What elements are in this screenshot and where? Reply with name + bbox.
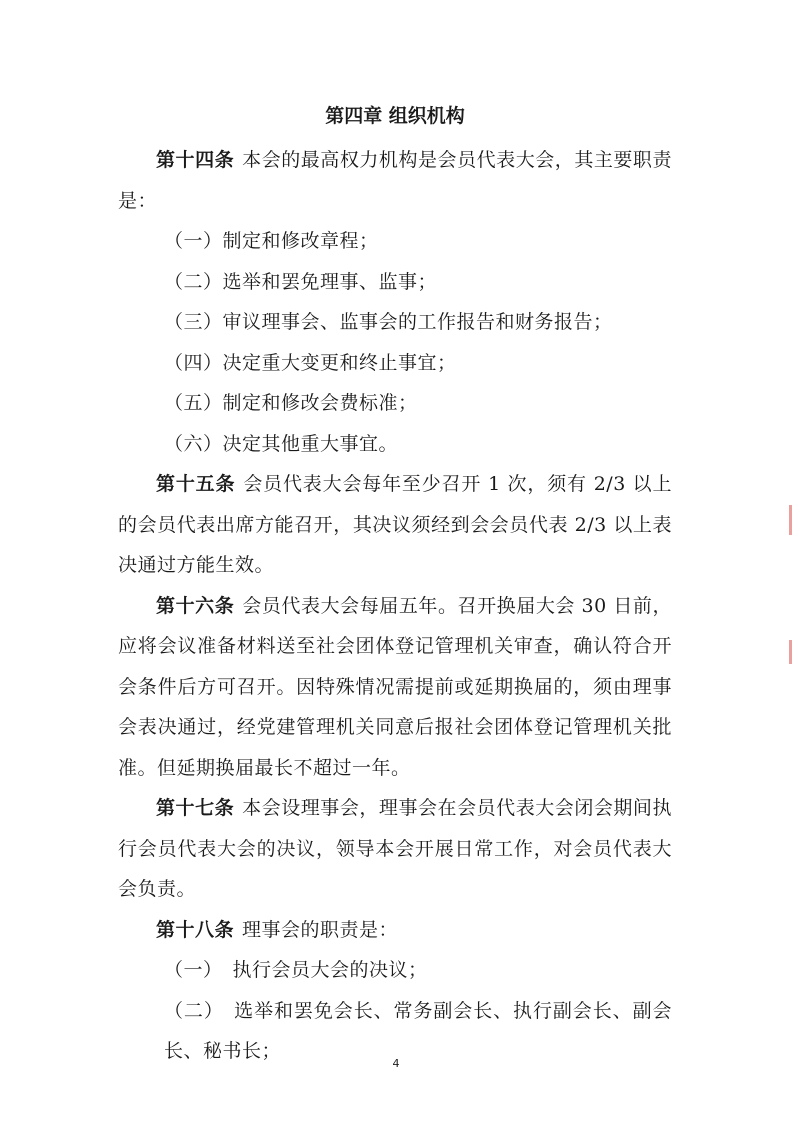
article-14 [118,140,672,221]
article-16 [118,586,672,789]
article-14-item-6: （六）决定其他重大事宜。 [164,432,399,455]
article-label: 第十四条 [156,149,235,171]
article-14-item-2: （二）选举和罢免理事、监事； [164,270,438,293]
article-label: 第十六条 [156,594,235,617]
article-14-item-5: （五）制定和修改会费标准； [164,392,418,414]
article-label: 第十五条 [156,473,236,495]
article-18-item-2: （二） 选举和罢免会长、常务副会长、执行副会长、副会长、秘书长； [164,999,672,1062]
article-18-item-1: （一） 执行会员大会的决议； [164,959,428,981]
article-17 [118,788,672,910]
article-text: 会员代表大会每年至少召开 1 次，须有 2/3 以上的会员代表出席方能召开，其决议须经到会会员代表 2/3 以上表决通过方能生效。 [118,473,672,576]
page-number: 4 [392,1057,400,1070]
article-text: 本会设理事会，理事会在会员代表大会闭会期间执行会员代表大会的决议，领导本会开展日常工作，对会员代表大会负责。 [118,797,672,900]
article-15 [118,464,672,586]
article-18 [118,910,672,951]
article-text: 理事会的职责是： [242,918,399,941]
article-label: 第十八条 [156,918,235,941]
chapter-title: 第四章 组织机构 [325,105,465,127]
article-14-item-4: （四）决定重大变更和终止事宜； [164,351,457,374]
article-14-item-3: （三）审议理事会、监事会的工作报告和财务报告； [164,311,613,333]
article-text: 会员代表大会每届五年。召开换届大会 30 日前，应将会议准备材料送至社会团体登记管理机关审查，确认符合开会条件后方可召开。因特殊情况需提前或延期换届的，须由理事会表决通过，经党建管理机关同意后报社会团体登记管理机关批准。但延期换届最长不超过一年。 [118,594,672,779]
article-text: 本会的最高权力机构是会员代表大会，其主要职责是： [118,149,672,212]
article-label: 第十七条 [156,797,235,819]
article-14-item-1: （一）制定和修改章程； [164,230,379,252]
